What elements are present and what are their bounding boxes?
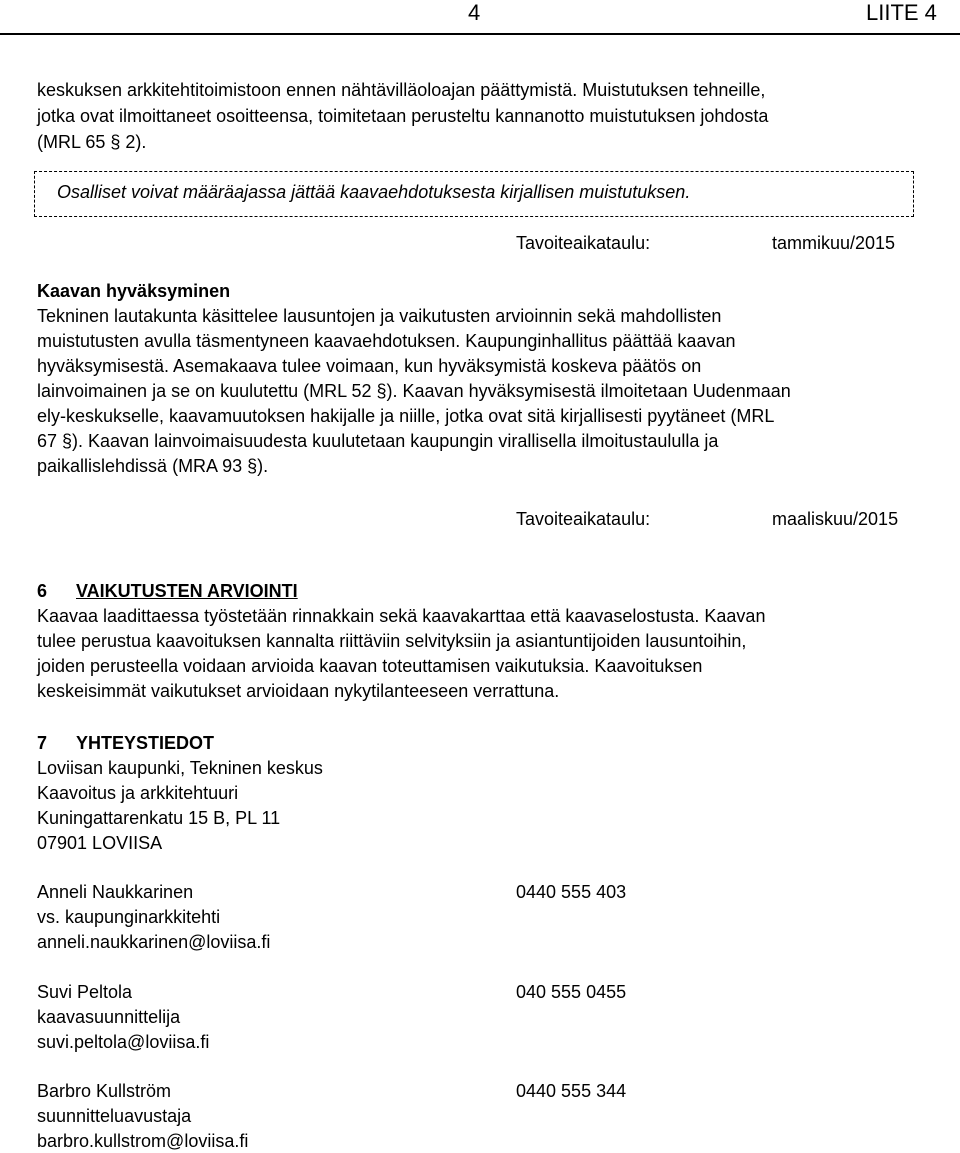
contact-email[interactable]: barbro.kullstrom@loviisa.fi [37, 1131, 249, 1151]
contact-phone: 040 555 0455 [516, 982, 627, 1002]
approval-line: paikallislehdissä (MRA 93 §). [37, 456, 269, 476]
intro-line: jotka ovat ilmoittaneet osoitteensa, toimitetaan perusteltu kannanotto muistutuksen johdosta [37, 106, 769, 126]
contact-title: vs. kaupunginarkkitehti [37, 907, 221, 927]
section-line: Kaavaa laadittaessa työstetään rinnakkain sekä kaavakarttaa että kaavaselostusta. Kaavan [37, 606, 766, 626]
notice-text: Osalliset voivat määräajassa jättää kaavaehdotuksesta kirjallisen muistutuksen. [57, 182, 691, 202]
schedule-label: Tavoiteaikataulu: [516, 233, 651, 253]
approval-line: 67 §). Kaavan lainvoimaisuudesta kuulutetaan kaupungin virallisella ilmoitustaululla ja [37, 431, 719, 451]
section-line: keskeisimmät vaikutukset arvioidaan nykytilanteeseen verrattuna. [37, 681, 560, 701]
contact-phone: 0440 555 344 [516, 1081, 627, 1101]
section-number: 6 [37, 581, 48, 601]
section-line: joiden perusteella voidaan arvioida kaavan toteuttamisen vaikutuksia. Kaavoituksen [37, 656, 703, 676]
address-line: Kuningattarenkatu 15 B, PL 11 [37, 808, 281, 828]
approval-heading: Kaavan hyväksyminen [37, 281, 231, 301]
approval-line: ely-keskukselle, kaavamuutoksen hakijalle ja niille, jotka ovat sitä kirjallisesti pyytäneet (MRL [37, 406, 775, 426]
contact-title: suunnitteluavustaja [37, 1106, 192, 1126]
schedule-label: Tavoiteaikataulu: [516, 509, 651, 529]
page-number: 4 [468, 0, 481, 25]
approval-line: lainvoimainen ja se on kuulutettu (MRL 52 §). Kaavan hyväksymisestä ilmoitetaan Uudenmaan [37, 381, 791, 401]
contact-name: Barbro Kullström [37, 1081, 172, 1101]
section-number: 7 [37, 733, 48, 753]
notice-box [34, 171, 914, 217]
section-title: VAIKUTUSTEN ARVIOINTI [76, 581, 298, 601]
contact-name: Anneli Naukkarinen [37, 882, 194, 902]
section-line: tulee perustua kaavoituksen kannalta riittäviin selvityksiin ja asiantuntijoiden lausuntoihin, [37, 631, 747, 651]
contact-title: kaavasuunnittelija [37, 1007, 181, 1027]
intro-line: keskuksen arkkitehtitoimistoon ennen nähtävilläoloajan päättymistä. Muistutuksen tehneille, [37, 80, 766, 100]
header-divider [0, 33, 960, 35]
schedule-value: tammikuu/2015 [772, 233, 896, 253]
approval-line: Tekninen lautakunta käsittelee lausuntojen ja vaikutusten arvioinnin sekä mahdollisten [37, 306, 722, 326]
appendix-label: LIITE 4 [866, 0, 937, 25]
address-line: Loviisan kaupunki, Tekninen keskus [37, 758, 323, 778]
approval-line: hyväksymisestä. Asemakaava tulee voimaan, kun hyväksymistä koskeva päätös on [37, 356, 702, 376]
schedule-value: maaliskuu/2015 [772, 509, 899, 529]
address-line: Kaavoitus ja arkkitehtuuri [37, 783, 239, 803]
address-line: 07901 LOVIISA [37, 833, 163, 853]
contact-email[interactable]: anneli.naukkarinen@loviisa.fi [37, 932, 271, 952]
contact-phone: 0440 555 403 [516, 882, 627, 902]
section-title: YHTEYSTIEDOT [76, 733, 215, 753]
intro-line: (MRL 65 § 2). [37, 132, 147, 152]
contact-email[interactable]: suvi.peltola@loviisa.fi [37, 1032, 210, 1052]
contact-name: Suvi Peltola [37, 982, 133, 1002]
approval-line: muistutusten avulla täsmentyneen kaavaehdotuksen. Kaupunginhallitus päättää kaavan [37, 331, 736, 351]
